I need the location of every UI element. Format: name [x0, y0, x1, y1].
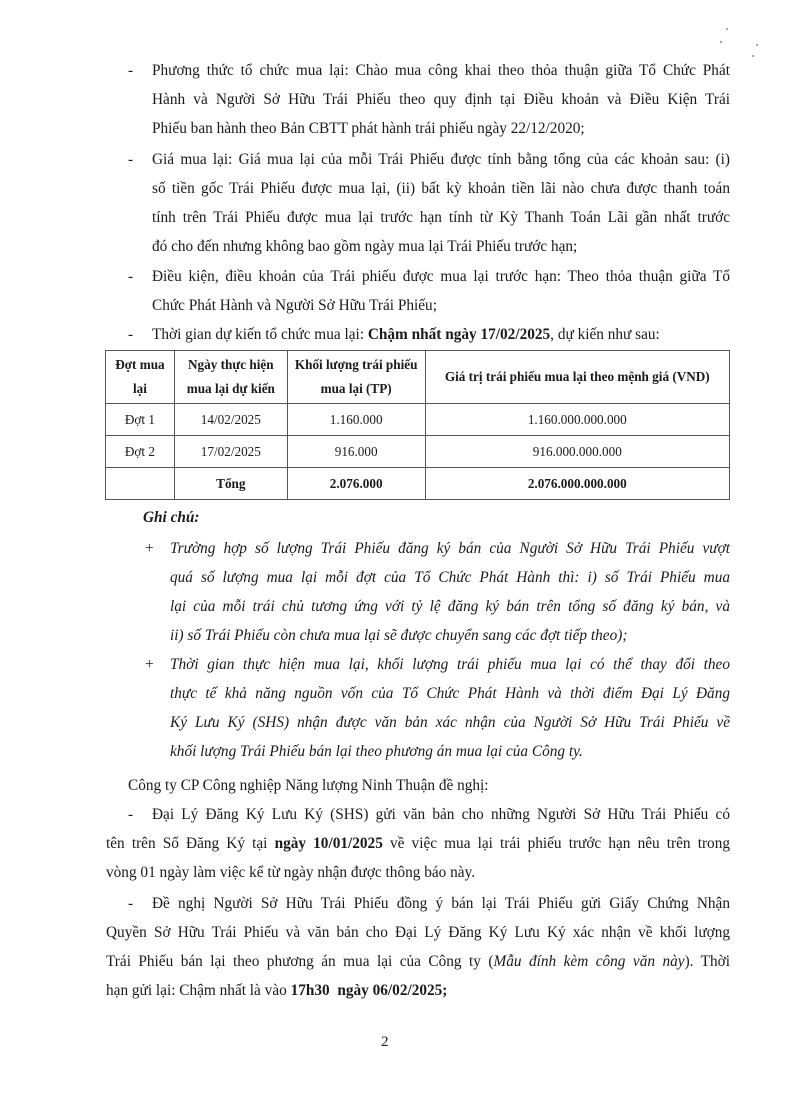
- proposal-2-attachment: Mẫu đính kèm công văn này: [493, 953, 685, 970]
- cell-value: 1.160.000.000.000: [425, 404, 729, 436]
- table-total-row: [106, 468, 730, 500]
- cell-total-value: 2.076.000.000.000: [425, 468, 729, 500]
- note-2-line-4: khối lượng Trái Phiếu bán lại theo phương án mua lại của Công ty.: [170, 743, 583, 760]
- buyback-schedule-table: [105, 350, 730, 500]
- header-value: Giá trị trái phiếu mua lại theo mệnh giá (VND): [425, 351, 729, 404]
- table-row: [106, 404, 730, 436]
- proposal-2-line-1: Đề nghị Người Sở Hữu Trái Phiếu đồng ý bán lại Trái Phiếu gửi Giấy Chứng Nhận: [152, 895, 730, 912]
- header-date: Ngày thực hiện mua lại dự kiến: [174, 351, 287, 404]
- cell-empty: [106, 468, 175, 500]
- proposal-2-deadline: 17h30 ngày 06/02/2025;: [290, 982, 448, 999]
- cell-total-volume: 2.076.000: [287, 468, 425, 500]
- proposal-2-line-2: Quyền Sở Hữu Trái Phiếu và văn bản cho Đại Lý Đăng Ký Lưu Ký xác nhận về khối lượng: [106, 924, 730, 941]
- bullet-4-prefix: Thời gian dự kiến tổ chức mua lại:: [152, 326, 368, 343]
- note-1-line-3: lại của mỗi trái chủ tương ứng với tỷ lệ đăng ký bán trên tổng số đăng ký bán, và: [170, 598, 730, 615]
- proposal-marker: -: [128, 806, 134, 823]
- cell-date: 17/02/2025: [174, 436, 287, 468]
- page-number: 2: [381, 1034, 389, 1050]
- bullet-4-suffix: , dự kiến như sau:: [550, 326, 660, 343]
- proposal-intro: Công ty CP Công nghiệp Năng lượng Ninh Thuận đề nghị:: [128, 777, 489, 794]
- proposal-marker: -: [128, 895, 134, 912]
- table-header-row: [106, 351, 730, 404]
- bullet-marker: -: [128, 151, 134, 168]
- note-marker: +: [145, 656, 154, 673]
- scan-speck: [726, 28, 728, 30]
- bullet-2-line-2: số tiền gốc Trái Phiếu được mua lại, (ii) bất kỳ khoản tiền lãi nào chưa được thanh toán: [152, 180, 730, 197]
- note-1-line-1: Trường hợp số lượng Trái Phiếu đăng ký bán của Người Sở Hữu Trái Phiếu vượt: [170, 540, 730, 557]
- bullet-1-line-2: Hành và Người Sở Hữu Trái Phiếu theo quy định tại Điều khoản và Điều Kiện Trái: [152, 91, 730, 108]
- table-row: [106, 436, 730, 468]
- cell-volume: 916.000: [287, 436, 425, 468]
- note-2-line-1: Thời gian thực hiện mua lại, khối lượng trái phiếu mua lại có thể thay đổi theo: [170, 656, 730, 673]
- note-2-line-3: Ký Lưu Ký (SHS) nhận được văn bản xác nhận của Người Sở Hữu Trái Phiếu về: [170, 714, 730, 731]
- bullet-4-deadline: Chậm nhất ngày 17/02/2025: [367, 326, 551, 343]
- cell-round: Đợt 1: [106, 404, 175, 436]
- note-1-line-4: ii) số Trái Phiếu còn chưa mua lại sẽ được chuyển sang các đợt tiếp theo);: [170, 627, 628, 644]
- bullet-1-line-3: Phiếu ban hành theo Bản CBTT phát hành trái phiếu ngày 22/12/2020;: [152, 120, 585, 137]
- note-marker: +: [145, 540, 154, 557]
- proposal-1-line-3: vòng 01 ngày làm việc kể từ ngày nhận được thông báo này.: [106, 864, 476, 881]
- scan-speck: [752, 55, 754, 57]
- cell-date: 14/02/2025: [174, 404, 287, 436]
- proposal-1-line-1: Đại Lý Đăng Ký Lưu Ký (SHS) gửi văn bản cho những Người Sở Hữu Trái Phiếu có: [152, 806, 730, 823]
- note-1-line-2: quá số lượng mua lại mỗi đợt của Tổ Chức Phát Hành thì: i) số Trái Phiếu mua: [170, 569, 730, 586]
- bullet-2-line-4: đó cho đến nhưng không bao gồm ngày mua lại Trái Phiếu trước hạn;: [152, 238, 578, 255]
- bullet-3-line-1: Điều kiện, điều khoản của Trái phiếu được mua lại trước hạn: Theo thỏa thuận giữa Tổ: [152, 268, 730, 285]
- proposal-2-line-3: Trái Phiếu bán lại theo phương án mua lại của Công ty (Mẫu đính kèm công văn này). Thời: [106, 953, 730, 970]
- bullet-marker: -: [128, 268, 134, 285]
- scan-speck: [756, 44, 758, 46]
- notes-title: Ghi chú:: [143, 509, 200, 526]
- proposal-1-date: ngày 10/01/2025: [274, 835, 383, 852]
- cell-total-label: Tổng: [174, 468, 287, 500]
- bullet-marker: -: [128, 62, 134, 79]
- proposal-2-line-4: hạn gửi lại: Chậm nhất là vào 17h30 ngày 06/02/2025;: [106, 982, 448, 999]
- cell-volume: 1.160.000: [287, 404, 425, 436]
- scan-speck: [720, 41, 722, 43]
- proposal-1-line-2: tên trên Sổ Đăng Ký tại ngày 10/01/2025 về việc mua lại trái phiếu trước hạn nêu trên trong: [106, 835, 730, 852]
- bullet-3-line-2: Chức Phát Hành và Người Sở Hữu Trái Phiếu;: [152, 297, 437, 314]
- header-volume: Khối lượng trái phiếu mua lại (TP): [287, 351, 425, 404]
- cell-round: Đợt 2: [106, 436, 175, 468]
- bullet-4-line: [152, 326, 660, 344]
- bullet-1-line-1: Phương thức tổ chức mua lại: Chào mua công khai theo thỏa thuận giữa Tổ Chức Phát: [152, 62, 730, 79]
- bullet-2-line-1: Giá mua lại: Giá mua lại của mỗi Trái Phiếu được tính bằng tổng của các khoản sau: (i): [152, 151, 730, 168]
- cell-value: 916.000.000.000: [425, 436, 729, 468]
- bullet-marker: -: [128, 326, 134, 343]
- note-2-line-2: thực tế khả năng nguồn vốn của Tổ Chức Phát Hành và thời điểm Đại Lý Đăng: [170, 685, 730, 702]
- header-round: Đợt mua lại: [106, 351, 175, 404]
- bullet-2-line-3: tính trên Trái Phiếu được mua lại trước hạn tính từ Kỳ Thanh Toán Lãi gần nhất trước: [152, 209, 730, 226]
